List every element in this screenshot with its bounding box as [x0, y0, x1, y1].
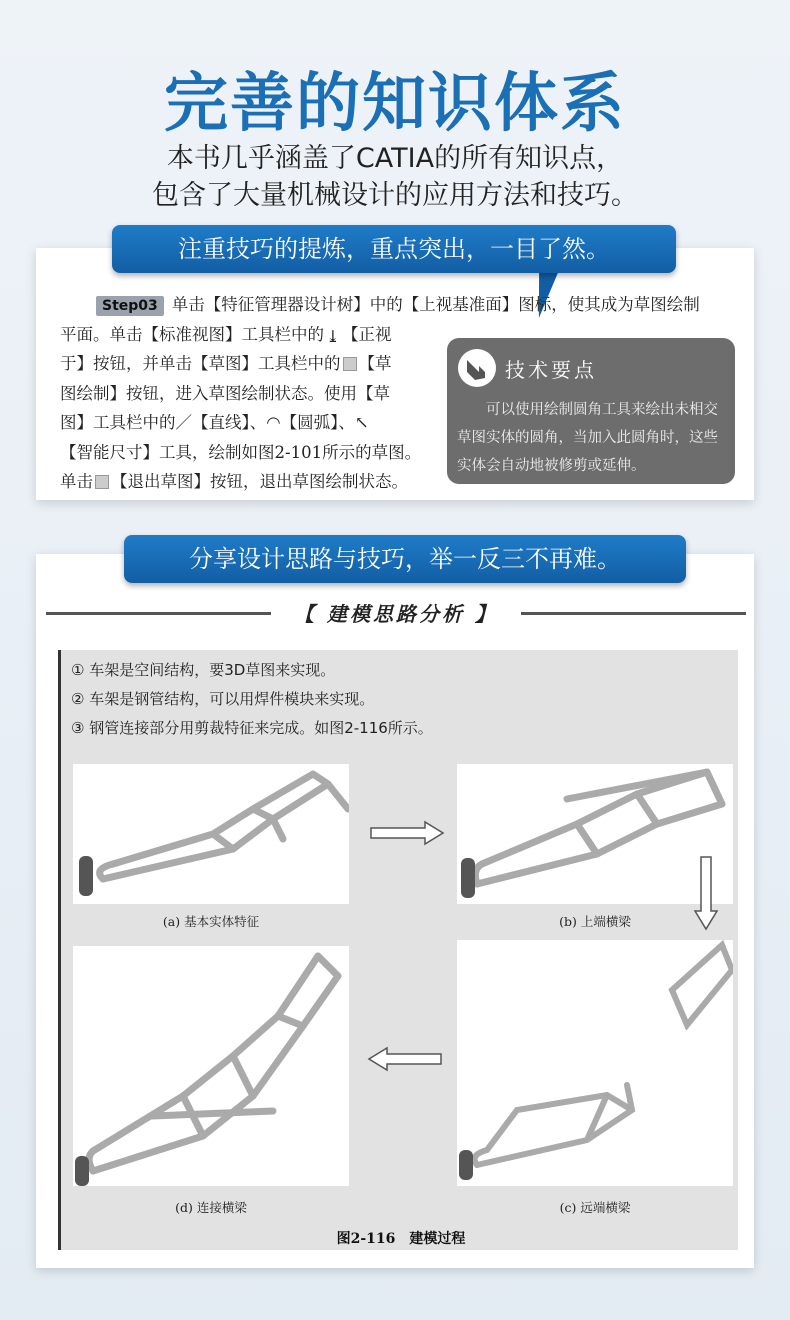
subtitle-line-1: 本书几乎涵盖了CATIA的所有知识点， [166, 143, 624, 174]
figure-c-image [457, 940, 733, 1186]
figure-b-caption: (b) 上端横梁 [559, 914, 631, 929]
analysis-box [58, 650, 738, 1250]
divider-title: 【 建模思路分析 】 [294, 602, 498, 626]
list-item: ② 车架是钢管结构，可以用焊件模块来实现。 [71, 690, 375, 708]
tip-body: 可以使用绘制圆角工具来绘出未相交草图实体的圆角，当加入此圆角时，这些实体会自动地被修剪或延伸。 [457, 402, 718, 474]
list-item: ③ 钢管连接部分用剪裁特征来完成。如图2-116所示。 [71, 719, 433, 737]
divider-line-right [521, 612, 746, 615]
subtitle-line-2: 包含了大量机械设计的应用方法和技巧。 [152, 180, 638, 211]
view-normal-icon: ⤓ [326, 322, 340, 336]
figure-caption: 图2-116 建模过程 [336, 1231, 466, 1247]
analysis-points [71, 656, 433, 743]
pointing-hand-icon [457, 348, 497, 388]
tip-title: 技术要点 [505, 358, 597, 382]
figure-d-caption: (d) 连接横梁 [175, 1200, 247, 1215]
analysis-divider [46, 598, 746, 628]
line-tool-icon: ／ [175, 413, 192, 432]
excerpt-line: 【草 [358, 354, 392, 373]
figure-a-image [73, 764, 349, 904]
section-banner-tips: 注重技巧的提炼，重点突出，一目了然。 [112, 225, 676, 273]
figure-b-image [457, 764, 733, 904]
dimension-tool-icon: ↖ [354, 413, 369, 432]
list-item: ① 车架是空间结构，要3D草图来实现。 [71, 661, 336, 679]
step-label: Step03 [96, 296, 164, 316]
exit-sketch-icon [95, 475, 109, 489]
excerpt-line: 平面。单击【标准视图】工具栏中的 [60, 324, 324, 344]
section-banner-ideas: 分享设计思路与技巧，举一反三不再难。 [124, 535, 686, 583]
arrow-down-icon [693, 855, 719, 931]
excerpt-line: 【直线】、 [192, 413, 267, 432]
figure-c-caption: (c) 远端横梁 [559, 1200, 631, 1215]
excerpt-line: 【退出草图】按钮，退出草图绘制状态。 [111, 472, 408, 491]
sketch-icon [343, 357, 357, 371]
page-title: 完善的知识体系 [164, 67, 626, 141]
arrow-right-icon [369, 820, 445, 846]
arc-tool-icon: ◠ [266, 413, 281, 432]
excerpt-line: 单击 [60, 472, 93, 491]
excerpt-line: 【圆弧】、 [280, 413, 355, 432]
excerpt-line: 图绘制】按钮，进入草图绘制状态。使用【草 [60, 383, 390, 403]
figure-d-image [73, 946, 349, 1186]
arrow-left-icon [367, 1046, 443, 1072]
tip-box [447, 338, 735, 484]
page-subtitle [0, 140, 790, 214]
figure-a-caption: (a) 基本实体特征 [162, 914, 260, 929]
excerpt-line: 【智能尺寸】工具，绘制如图2-101所示的草图。 [60, 442, 422, 462]
excerpt-line: 【正视 [342, 324, 392, 344]
excerpt-line: 单击【特征管理器设计树】中的【上视基准面】图标，使其成为草图绘制 [171, 295, 700, 314]
excerpt-line: 于】按钮，并单击【草图】工具栏中的 [60, 354, 341, 373]
divider-line-left [46, 612, 271, 615]
excerpt-line: 图】工具栏中的 [60, 413, 176, 432]
